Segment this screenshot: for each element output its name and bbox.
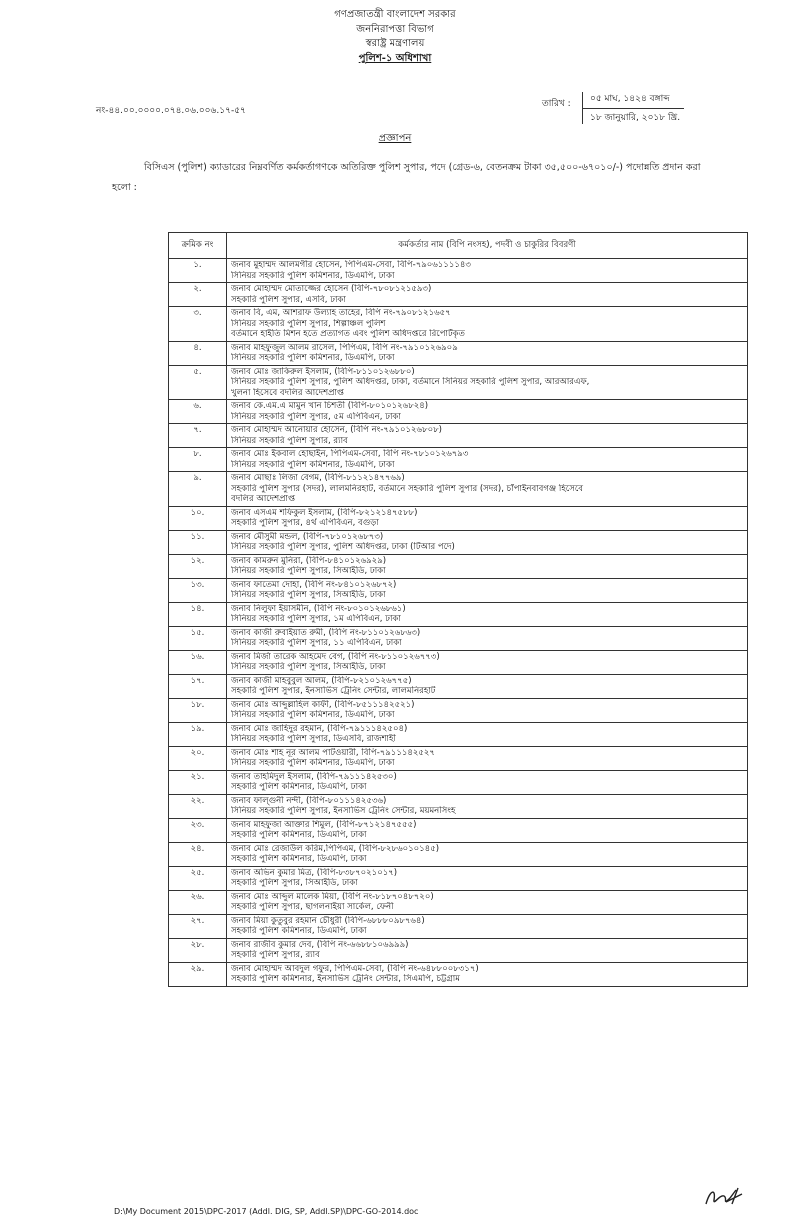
table-row — [169, 674, 748, 698]
row-details — [227, 602, 748, 626]
officer-detail-line: সহকারি পুলিশ সুপার, সিআইডি, ঢাকা — [231, 878, 358, 888]
notice-title: প্রজ্ঞাপন — [378, 133, 412, 144]
officer-detail-line: বদলির আদেশপ্রাপ্ত — [231, 494, 295, 504]
row-serial: ২১. — [169, 770, 227, 794]
footer-file-path: D:\My Document 2015\DPC-2017 (Addl. DIG, SP, Addl.SP)\DPC-GO-2014.doc — [114, 1207, 419, 1216]
row-details — [227, 914, 748, 938]
officer-detail-line: সহকারি পুলিশ কমিশনার, ইনসার্ভিস ট্রেনিং সেন্টার, সিএমপি, চট্টগ্রাম — [231, 974, 460, 984]
table-row — [169, 914, 748, 938]
officer-name-line: জনাব মির্জা তারেক আহমেদ বেগ, (বিপি নং-৮১১০১২৬৭৭৩) — [231, 651, 440, 662]
row-serial: ৬. — [169, 400, 227, 424]
row-serial: ১৭. — [169, 674, 227, 698]
officer-name-line: জনাব মোঃ জাহিদুর রহমান, (বিপি-৭৯১১১৪২৫০৪) — [231, 723, 408, 734]
officer-name-line: জনাব ফাতেমা দোহা, (বিপি নং-৮৪১০১২৬৮৭২) — [231, 579, 397, 590]
row-details — [227, 674, 748, 698]
officer-name-line: জনাব মোহাম্মদ মোতাজ্জের হোসেন (বিপি-৭৮০৮১২১৫৯৩) — [231, 284, 432, 294]
officer-detail-line: সহকারি পুলিশ সুপার, ছাগলনাইয়া সার্কেল, ফেনী — [231, 902, 394, 912]
date-label: তারিখ : — [542, 99, 571, 109]
date-divider — [582, 92, 583, 124]
officer-detail-line: সিনিয়র সহকারি পুলিশ সুপার, র‍্যাব — [231, 435, 348, 446]
table-row — [169, 938, 748, 962]
officer-name-line: জনাব মোঃ ইকবাল হোছাইন, পিপিএম-সেবা, বিপি নং-৭৮১০১২৬৭৯৩ — [231, 449, 469, 459]
officer-detail-line: বর্তমানে হাইতি মিশন হতে প্রত্যাগত এবং পুলিশ অধিদপ্তরে রিপোর্টকৃত — [231, 329, 465, 339]
row-details — [227, 746, 748, 770]
officer-detail-line: সিনিয়র সহকারি পুলিশ সুপার, পুলিশ অধিদপ্তর, ঢাকা, বর্তমানে সিনিয়র সহকারি পুলিশ সুপার, আরআরএফ, — [231, 377, 590, 387]
memo-number: নং-৪৪.০০.০০০০.০৭৪.০৬.০০৬.১৭-৫৭ — [96, 106, 246, 116]
officer-name-line: জনাব মিয়া কুতুবুর রহমান চৌধুরী (বিপি-৬৮৮৮০৯৮৭৬৪) — [231, 915, 425, 926]
officer-detail-line: সিনিয়র সহকারি পুলিশ কমিশনার, ডিএমপি, ঢাকা — [231, 758, 395, 768]
officer-name-line: জনাব মোহাম্মদ আনোয়ার হোসেন, (বিপি নং-৭৯১০১২৬৮০৮) — [231, 425, 442, 435]
table-row — [169, 341, 748, 365]
row-details — [227, 472, 748, 507]
row-serial: ২৭. — [169, 914, 227, 938]
officer-name-line: জনাব ফাল্গুনী নন্দী, (বিপি-৮০১১১৪২৫৩৬) — [231, 795, 387, 806]
row-details — [227, 448, 748, 472]
officer-name-line: জনাব এসএম শফিকুল ইসলাম, (বিপি-৮২১২১৪৭৫৮৮) — [231, 507, 418, 518]
officer-name-line: জনাব কাজী মাহবুবুল আলম, (বিপি-৮২১০১২৬৭৭৫) — [231, 675, 412, 686]
row-serial: ২৪. — [169, 842, 227, 866]
header-line-section: পুলিশ-১ অধিশাখা — [358, 52, 432, 64]
officer-name-line: জনাব মোঃ আব্দুল্লাহিল কাফী, (বিপি-৮৫১১১৪২৫২১) — [231, 699, 415, 710]
row-serial: ২৩. — [169, 818, 227, 842]
table-row — [169, 307, 748, 342]
officer-name-line: জনাব কামরুন মুনিরা, (বিপি-৮৪১০১২৬৯২৯) — [231, 555, 387, 566]
officer-detail-line: সিনিয়র সহকারি পুলিশ সুপার, শিল্পাঞ্চল পুলিশ — [231, 318, 386, 329]
officer-detail-line: সহকারি পুলিশ সুপার (সদর), লালমনিরহাট, বর্তমানে সহকারি পুলিশ সুপার (সদর), চাঁপাইনবাবগঞ্জ হিসেবে — [231, 483, 583, 494]
table-row — [169, 448, 748, 472]
officer-detail-line: সহকারি পুলিশ কমিশনার, ডিএমপি, ঢাকা — [231, 926, 367, 936]
row-details — [227, 818, 748, 842]
table-row — [169, 698, 748, 722]
officer-name-line: জনাব মাহফুজুল আলম রাসেল, পিপিএম, বিপি নং-৭৯১০১২৬৯০৯ — [231, 342, 458, 353]
table-row — [169, 890, 748, 914]
row-details — [227, 578, 748, 602]
officer-detail-line: সিনিয়র সহকারি পুলিশ সুপার, ৫ম এপিবিএন, ঢাকা — [231, 411, 401, 422]
row-details — [227, 365, 748, 400]
row-details — [227, 259, 748, 283]
row-details — [227, 424, 748, 448]
table-row — [169, 506, 748, 530]
officer-detail-line: সহকারি পুলিশ সুপার, র‍্যাব — [231, 950, 320, 960]
row-serial: ৩. — [169, 307, 227, 342]
table-row — [169, 283, 748, 307]
row-details — [227, 530, 748, 554]
officer-detail-line: সিনিয়র সহকারি পুলিশ সুপার, সিআইডি, ঢাকা — [231, 662, 386, 672]
row-serial: ৮. — [169, 448, 227, 472]
officer-detail-line: সিনিয়র সহকারি পুলিশ সুপার, সিআইডি, ঢাকা — [231, 590, 386, 600]
col-header-serial: ক্রমিক নং — [169, 233, 227, 259]
row-serial: ৪. — [169, 341, 227, 365]
row-serial: ১৬. — [169, 650, 227, 674]
row-serial: ২৬. — [169, 890, 227, 914]
officer-name-line: জনাব নিলুফা ইয়াসমীন, (বিপি নং-৮০১০১২৬৮৬১) — [231, 603, 406, 614]
officer-detail-line: সিনিয়র সহকারি পুলিশ সুপার, পুলিশ অধিদপ্তর, ঢাকা (টিআর পদে) — [231, 542, 455, 552]
date-bangla: ০৫ মাঘ, ১৪২৪ বঙ্গাব্দ — [582, 90, 684, 109]
row-details — [227, 770, 748, 794]
officer-name-line: জনাব মোঃ জাকিরুল ইসলাম, (বিপি-৮১১০১২৬৮৮০) — [231, 366, 415, 377]
table-row — [169, 962, 748, 986]
officer-detail-line: সহকারি পুলিশ সুপার, এসবি, ঢাকা — [231, 294, 346, 305]
table-row — [169, 530, 748, 554]
officer-detail-line: সিনিয়র সহকারি পুলিশ সুপার, ইনসার্ভিস ট্রেনিং সেন্টার, ময়মনসিংহ — [231, 806, 456, 816]
table-row — [169, 365, 748, 400]
table-row — [169, 794, 748, 818]
table-row — [169, 400, 748, 424]
row-details — [227, 842, 748, 866]
officer-name-line: জনাব তাহমিদুল ইসলাম, (বিপি-৭৯১১১৪২৫৩০) — [231, 771, 397, 782]
intro-paragraph: বিসিএস (পুলিশ) ক্যাডারের নিম্নবর্ণিত কর্মকর্তাগণকে অতিরিক্ত পুলিশ সুপার, পদে (গ্রেড-৬, বেতনক্রম টাকা ৩৫,৫০০-৬৭০১০/-) পদোন্নতি প্রদান করা হলো : — [112, 162, 701, 193]
officer-detail-line: সহকারি পুলিশ সুপার, ৪র্থ এপিবিএন, বগুড়া — [231, 518, 379, 528]
officer-detail-line: সিনিয়র সহকারি পুলিশ সুপার, সিআইডি, ঢাকা — [231, 566, 386, 576]
row-serial: ২৮. — [169, 938, 227, 962]
row-details — [227, 890, 748, 914]
row-serial: ২৫. — [169, 866, 227, 890]
row-serial: ২. — [169, 283, 227, 307]
header-line-ministry: স্বরাষ্ট্র মন্ত্রণালয় — [365, 38, 425, 49]
officer-name-line: জনাব মোঃ শাহ নূর আলম পাটওয়ারী, বিপি-৭৯১১১৪২৫২৭ — [231, 747, 435, 758]
row-serial: ৭. — [169, 424, 227, 448]
row-details — [227, 962, 748, 986]
officer-name-line: জনাব কে.এম.এ মামুন খান চিশতী (বিপি-৮০১০১২৬৮২৪) — [231, 401, 429, 411]
row-serial: ১৮. — [169, 698, 227, 722]
officer-name-line: জনাব বি, এম, আশরাফ উল্যাহ তাহের, বিপি নং-৭৯০৮১২১৬৫৭ — [231, 308, 451, 318]
officer-detail-line: সিনিয়র সহকারি পুলিশ কমিশনার, ডিএমপি, ঢাকা — [231, 270, 395, 281]
officer-name-line: জনাব মুহাম্মদ আলমগীর হোসেন, পিপিএম-সেবা, বিপি-৭৯০৬১১১১৪৩ — [231, 260, 471, 270]
row-details — [227, 554, 748, 578]
officer-name-line: জনাব অভিন কুমার মিত্র, (বিপি-৮৩৮৭০২১০১৭) — [231, 867, 398, 878]
officer-detail-line: সিনিয়র সহকারি পুলিশ কমিশনার, ডিএমপি, ঢাকা — [231, 459, 395, 470]
officer-name-line: জনাব মৌসুমী মন্ডল, (বিপি-৭৮১০১২৬৮৭৩) — [231, 531, 384, 542]
table-row — [169, 818, 748, 842]
officer-name-line: জনাব মাহফুজা আক্তার শিমুল, (বিপি-৮৭১২১৪৭৫৫৫) — [231, 819, 417, 830]
officer-name-line: জনাব মোছাঃ লিজা বেগম, (বিপি-৮১১২১৪৭৭৬৯) — [231, 473, 405, 483]
row-serial: ১৫. — [169, 626, 227, 650]
officer-detail-line: সহকারি পুলিশ কমিশনার, ডিএমপি, ঢাকা — [231, 782, 367, 792]
table-row — [169, 722, 748, 746]
row-serial: ১৩. — [169, 578, 227, 602]
table-row — [169, 602, 748, 626]
row-details — [227, 866, 748, 890]
officer-detail-line: খুলনা হিসেবে বদলির আদেশপ্রাপ্ত — [231, 387, 344, 398]
officer-name-line: জনাব মোঃ রেজাউল করিম,পিপিএম, (বিপি-৮২৮৬০১০১৪৫) — [231, 843, 440, 854]
letterhead — [0, 8, 790, 66]
row-serial: ১৯. — [169, 722, 227, 746]
row-details — [227, 938, 748, 962]
officers-table — [168, 232, 748, 987]
row-details — [227, 283, 748, 307]
row-serial: ২২. — [169, 794, 227, 818]
table-header-row — [169, 233, 748, 259]
officer-detail-line: সিনিয়র সহকারি পুলিশ কমিশনার, ডিএমপি, ঢাকা — [231, 710, 395, 720]
row-serial: ১. — [169, 259, 227, 283]
date-english: ১৮ জানুয়ারি, ২০১৮ খ্রি. — [590, 113, 681, 123]
row-details — [227, 722, 748, 746]
table-row — [169, 472, 748, 507]
officer-detail-line: সহকারি পুলিশ কমিশনার, ডিএমপি, ঢাকা — [231, 830, 367, 840]
table-row — [169, 626, 748, 650]
row-serial: ১০. — [169, 506, 227, 530]
signature-mark — [702, 1184, 746, 1212]
row-details — [227, 506, 748, 530]
row-details — [227, 626, 748, 650]
row-details — [227, 307, 748, 342]
officer-detail-line: সিনিয়র সহকারি পুলিশ কমিশনার, ডিএমপি, ঢাকা — [231, 353, 395, 363]
row-serial: ২০. — [169, 746, 227, 770]
table-row — [169, 866, 748, 890]
officer-detail-line: সিনিয়র সহকারি পুলিশ সুপার, ১১ এপিবিএন, ঢাকা — [231, 638, 402, 648]
row-details — [227, 650, 748, 674]
row-serial: ১২. — [169, 554, 227, 578]
table-row — [169, 650, 748, 674]
row-details — [227, 794, 748, 818]
header-line-govt: গণপ্রজাতন্ত্রী বাংলাদেশ সরকার — [334, 9, 456, 20]
row-serial: ২৯. — [169, 962, 227, 986]
row-details — [227, 400, 748, 424]
row-details — [227, 341, 748, 365]
row-serial: ৫. — [169, 365, 227, 400]
officer-detail-line: সহকারি পুলিশ সুপার, ইনসার্ভিস ট্রেনিং সেন্টার, লালমনিরহাট — [231, 686, 436, 696]
table-row — [169, 259, 748, 283]
date-block — [582, 90, 684, 127]
officer-detail-line: সহকারি পুলিশ কমিশনার, ডিএমপি, ঢাকা — [231, 854, 367, 864]
officer-name-line: জনাব মোঃ আব্দুল মালেক মিয়া, (বিপি নং-৮১৮৭০৪৮৭২০) — [231, 891, 434, 902]
table-row — [169, 578, 748, 602]
officer-detail-line: সিনিয়র সহকারি পুলিশ সুপার, ডিএসবি, রাজশাহী — [231, 734, 396, 744]
officers-table-body — [169, 259, 748, 987]
header-line-division: জননিরাপত্তা বিভাগ — [356, 23, 434, 35]
row-details — [227, 698, 748, 722]
row-serial: ১৪. — [169, 602, 227, 626]
row-serial: ৯. — [169, 472, 227, 507]
row-serial: ১১. — [169, 530, 227, 554]
table-row — [169, 842, 748, 866]
table-row — [169, 554, 748, 578]
officer-name-line: জনাব মোহাম্মদ আবদুল গফুর, পিপিএম-সেবা, (বিপি নং-৬৪৮৮০০৮৩১৭) — [231, 963, 479, 974]
officer-name-line: জনাব কাজী রুবাইয়াত রুমী, (বিপি নং-৮১১০১২৬৮৬৩) — [231, 627, 421, 638]
col-header-details: কর্মকর্তার নাম (বিপি নংসহ), পদবী ও চাকুরির বিবরণী — [227, 233, 748, 259]
table-row — [169, 746, 748, 770]
officer-detail-line: সিনিয়র সহকারি পুলিশ সুপার, ১ম এপিবিএন, ঢাকা — [231, 614, 401, 624]
table-row — [169, 424, 748, 448]
officer-name-line: জনাব রাজীব কুমার দেব, (বিপি নং-৬৬৮৮১০৬৯৯৯) — [231, 939, 409, 950]
table-row — [169, 770, 748, 794]
